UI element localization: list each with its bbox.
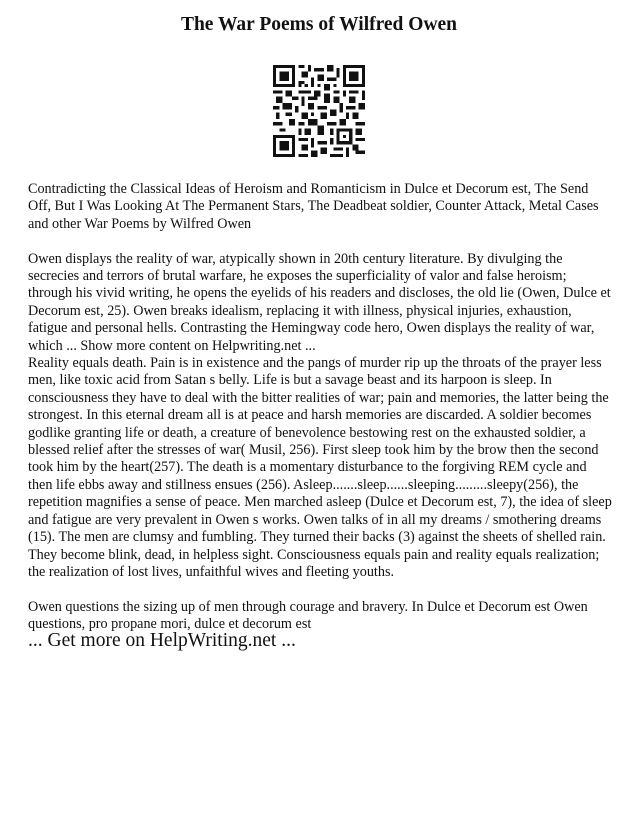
paragraph-intro: Contradicting the Classical Ideas of Heroism and Romanticism in Dulce et Decorum est, The Send Off, But I Was Looking At The Permanent Stars, The Deadbeat soldier, Counter Attack, Metal Cases and other War Poems by Wilfred Owen <box>28 181 599 232</box>
paragraph-owen-reality: Owen displays the reality of war, atypically shown in 20th century literature. By divulging the secrecies and terrors of brutal warfare, he exposes the superficiality of valor and false heroism; through his vivid writing, he opens the eyelids of his readers and discloses, the old lie (Owen, Dulce et Decorum est, 25). Owen breaks idealism, replacing it with illness, physical injuries, exhaustion, fatigue and personal hells. Contrasting the Hemingway code hero, Owen displays the reality of war, which ... Show more content on Helpwriting.net ... <box>28 250 611 354</box>
paragraph-reality-death: Reality equals death. Pain is in existence and the pangs of murder rip up the throats of the prayer less men, like toxic acid from Satan s belly. Life is but a savage beast and its harpoon is sleep. In consciousness they have to deal with the bitter realities of war; pain and memories, the latter being the strongest. In this eternal dream all is at peace and harsh memories are discarded. A soldier becomes godlike granting life or death, a creature of benevolence bestowing rest on the exhausted soldier, a blessed relief after the stresses of war( Musil, 256). First sleep took him by the brow then the second took him by the heart(257). The death is a momentary disturbance to the forgiving REM cycle and then life ebbs away and stillness ensues (256). Asleep.......sleep......sleeping.........sleepy(256), the repetition magnifies a sense of peace. Men marched asleep (Dulce et Decorum est, 7), the idea of sleep and fatigue are very prevalent in Owen s works. Owen talks of in all my dreams / smothering dreams (15). The men are clumsy and fumbling. They turned their backs (3) against the sheets of shelled rain. They become blink, dead, in helpless sight. Consciousness equals pain and reality equals realization; the realization of lost lives, unfaithful wives and fleeting youths. <box>28 355 612 580</box>
document-body <box>28 181 613 651</box>
get-more-link[interactable]: ... Get more on HelpWriting.net ... <box>28 630 296 651</box>
paragraph-owen-questions: Owen questions the sizing up of men through courage and bravery. In Dulce et Decorum est Owen questions, pro propane mori, dulce et decorum est <box>28 598 588 633</box>
document-title: The War Poems of Wilfred Owen <box>180 14 458 35</box>
qr-code-icon <box>273 65 365 157</box>
